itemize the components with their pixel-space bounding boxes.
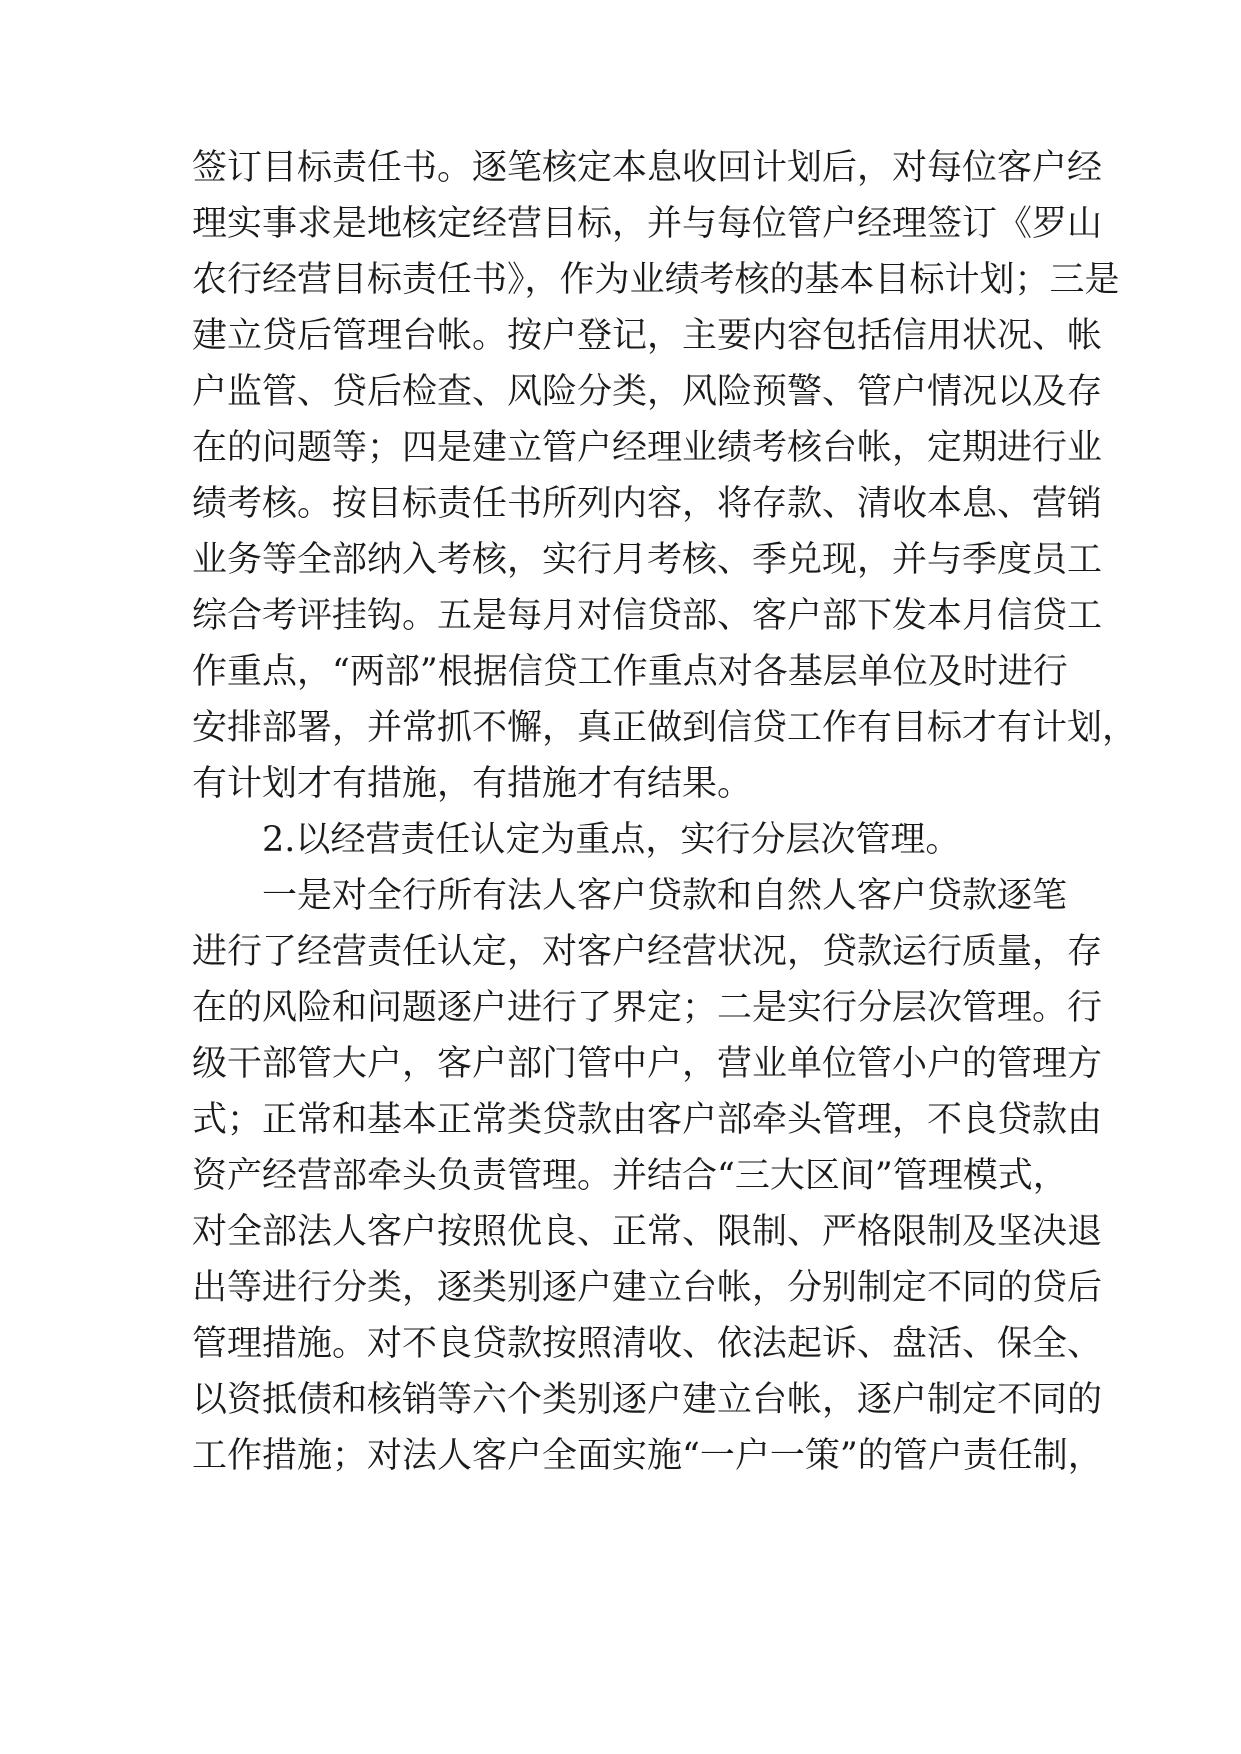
text-line: 理实事求是地核定经营目标，并与每位管户经理签订《罗山 [192, 204, 1103, 244]
text-line: 在的问题等；四是建立管户经理业绩考核台帐，定期进行业 [192, 428, 1103, 468]
text-line: 级干部管大户，客户部门管中户，营业单位管小户的管理方 [192, 1044, 1103, 1084]
text-line: 资产经营部牵头负责管理。并结合“三大区间”管理模式， [192, 1156, 1068, 1196]
text-line: 有计划才有措施，有措施才有结果。 [192, 764, 753, 804]
text-line: 综合考评挂钩。五是每月对信贷部、客户部下发本月信贷工 [192, 596, 1103, 636]
text-line: 签订目标责任书。逐笔核定本息收回计划后，对每位客户经 [192, 148, 1103, 188]
text-line: 建立贷后管理台帐。按户登记，主要内容包括信用状况、帐 [192, 316, 1103, 356]
text-line: 以资抵债和核销等六个类别逐户建立台帐，逐户制定不同的 [192, 1380, 1103, 1420]
section-heading: 2.以经营责任认定为重点，实行分层次管理。 [262, 820, 961, 860]
text-line: 农行经营目标责任书》，作为业绩考核的基本目标计划；三是 [192, 260, 1120, 300]
text-line: 业务等全部纳入考核，实行月考核、季兑现，并与季度员工 [192, 540, 1103, 580]
text-line: 户监管、贷后检查、风险分类，风险预警、管户情况以及存 [192, 372, 1103, 412]
text-line: 作重点，“两部”根据信贷工作重点对各基层单位及时进行 [192, 652, 1068, 692]
text-line: 管理措施。对不良贷款按照清收、依法起诉、盘活、保全、 [192, 1324, 1103, 1364]
text-line: 安排部署，并常抓不懈，真正做到信贷工作有目标才有计划， [192, 708, 1138, 748]
text-line: 绩考核。按目标责任书所列内容，将存款、清收本息、营销 [192, 484, 1103, 524]
text-line: 在的风险和问题逐户进行了界定；二是实行分层次管理。行 [192, 988, 1103, 1028]
text-line: 工作措施；对法人客户全面实施“一户一策”的管户责任制， [192, 1436, 1103, 1476]
text-line: 一是对全行所有法人客户贷款和自然人客户贷款逐笔 [262, 876, 1068, 916]
text-line: 出等进行分类，逐类别逐户建立台帐，分别制定不同的贷后 [192, 1268, 1103, 1308]
text-line: 对全部法人客户按照优良、正常、限制、严格限制及坚决退 [192, 1212, 1103, 1252]
text-line: 式；正常和基本正常类贷款由客户部牵头管理，不良贷款由 [192, 1100, 1103, 1140]
text-line: 进行了经营责任认定，对客户经营状况，贷款运行质量，存 [192, 932, 1103, 972]
